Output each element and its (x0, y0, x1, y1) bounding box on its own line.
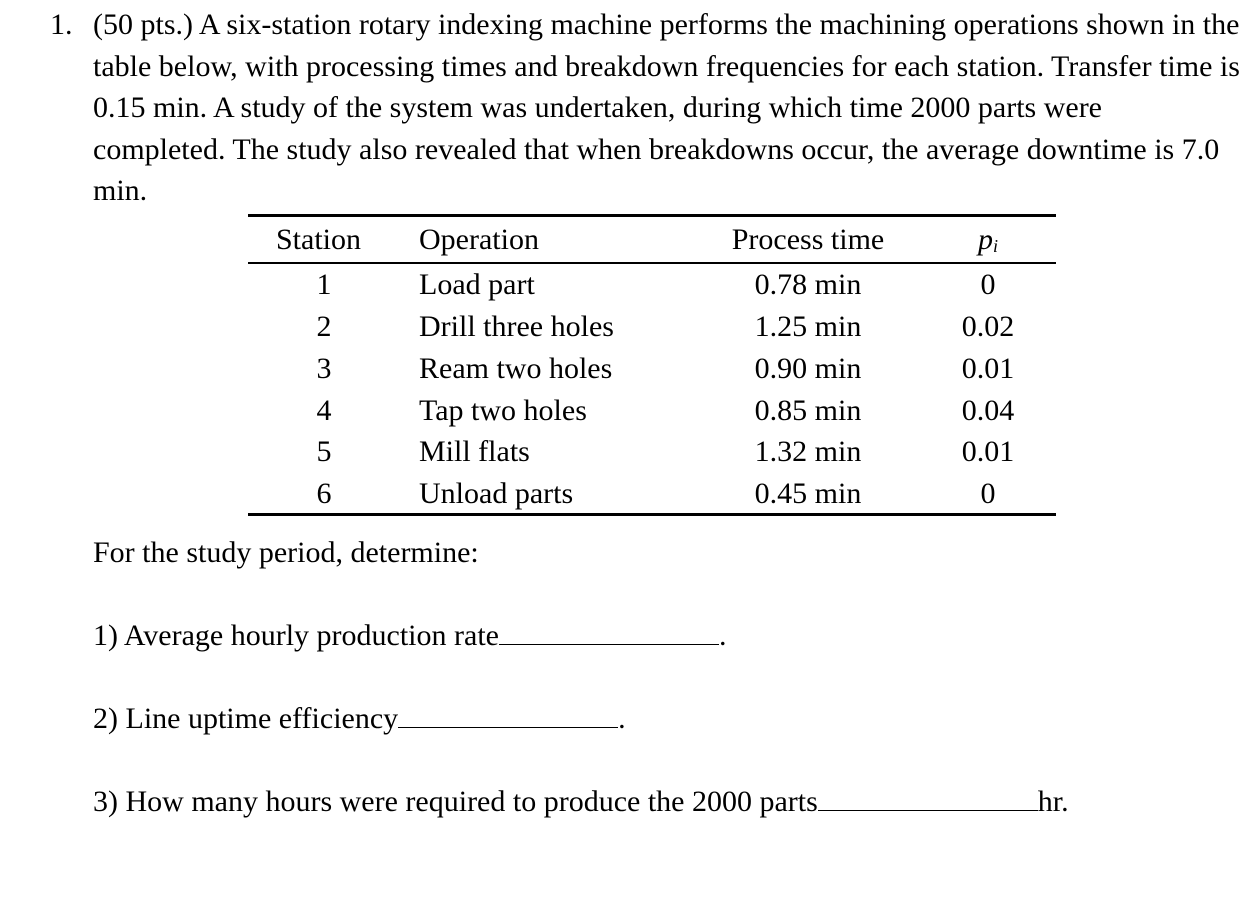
process-time: 0.78 min (754, 268, 862, 301)
process-time: 0.45 min (754, 477, 862, 510)
question-3-suffix: hr. (1037, 785, 1069, 818)
station-number: 4 (316, 394, 332, 427)
station-number: 1 (316, 268, 332, 301)
operation-name: Load part (419, 268, 535, 301)
table-row (248, 473, 1056, 515)
operation-name: Mill flats (419, 435, 530, 468)
table-row (248, 306, 1056, 348)
problem-statement (50, 4, 1240, 212)
question-1 (93, 614, 726, 657)
study-prompt: For the study period, determine: (93, 536, 479, 569)
table-header-row (248, 219, 1056, 261)
station-number: 2 (316, 310, 332, 343)
table-row (248, 264, 1056, 306)
answer-blank-2[interactable] (398, 697, 618, 728)
breakdown-probability: 0 (980, 477, 996, 510)
table-row (248, 431, 1056, 473)
header-operation: Operation (419, 223, 539, 256)
operation-name: Tap two holes (419, 394, 587, 427)
question-3-label: 3) How many hours were required to produce the 2000 parts (93, 785, 818, 818)
process-time: 0.85 min (754, 394, 862, 427)
breakdown-probability: 0.02 (961, 310, 1015, 343)
station-number: 5 (316, 435, 332, 468)
breakdown-probability: 0.01 (961, 435, 1015, 468)
question-2-label: 2) Line uptime efficiency (93, 702, 399, 735)
station-number: 6 (316, 477, 332, 510)
table-row (248, 390, 1056, 432)
process-time: 0.90 min (754, 352, 862, 385)
question-3 (93, 780, 1069, 823)
process-time: 1.25 min (754, 310, 862, 343)
question-2 (93, 697, 626, 740)
header-p-i (948, 219, 1028, 267)
answer-blank-1[interactable] (499, 614, 719, 645)
process-time: 1.32 min (754, 435, 862, 468)
table-bottom-rule (248, 513, 1056, 516)
operation-name: Ream two holes (419, 352, 613, 385)
breakdown-probability: 0.04 (961, 394, 1015, 427)
table-row (248, 348, 1056, 390)
problem-text: (50 pts.) A six-station rotary indexing machine performs the machining operations shown in the table below, with processing times and breakdown frequencies for each station. Transfer time is 0.15 min. A study of the system was undertaken, during which time 2000 parts were completed. The study also revealed that when breakdowns occur, the average downtime is 7.0 min. (93, 8, 1240, 207)
header-p-symbol: p (977, 223, 993, 256)
question-1-suffix: . (718, 619, 727, 652)
breakdown-probability: 0 (980, 268, 996, 301)
answer-blank-3[interactable] (818, 780, 1038, 811)
question-2-suffix: . (618, 702, 626, 735)
header-station: Station (276, 223, 362, 256)
header-p-subscript: i (992, 236, 998, 256)
operation-name: Unload parts (419, 477, 574, 510)
table-top-rule (248, 214, 1056, 217)
station-number: 3 (316, 352, 332, 385)
header-process-time: Process time (731, 223, 885, 256)
question-1-label: 1) Average hourly production rate (93, 619, 499, 652)
operation-name: Drill three holes (419, 310, 614, 343)
problem-number: 1. (50, 8, 73, 41)
breakdown-probability: 0.01 (961, 352, 1015, 385)
